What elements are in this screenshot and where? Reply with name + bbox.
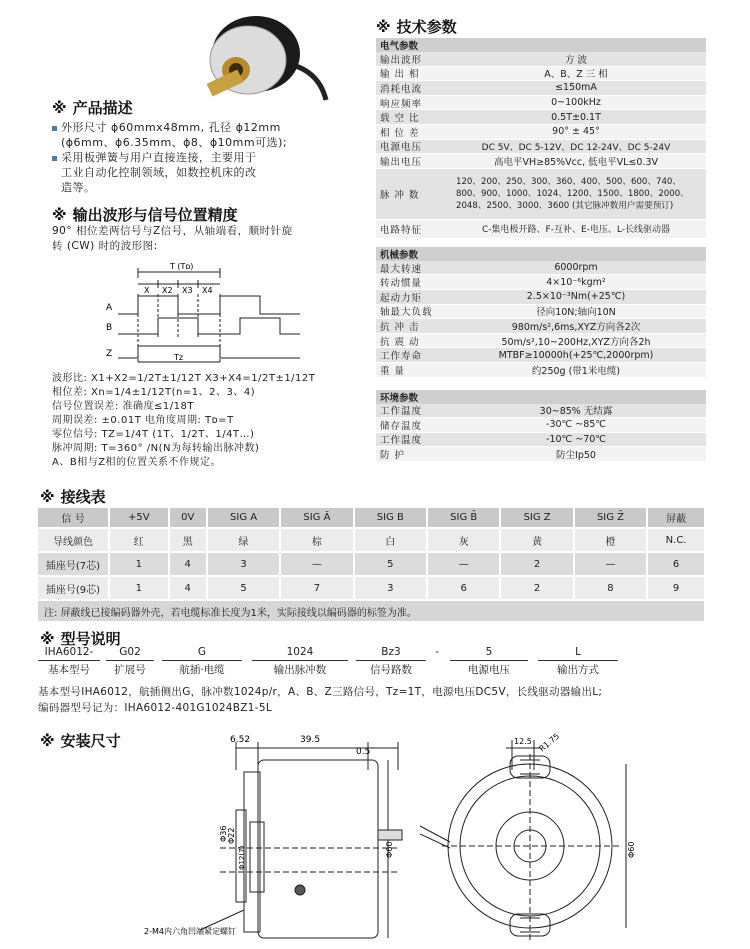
wave-label-a: A: [106, 303, 113, 313]
waveform-intro: 90° 相位差两信号与Z信号，从轴端看，顺时针旋 转 (CW) 时的波形图:: [52, 225, 293, 252]
table-row: 插座号(7芯) 1 4 3 — 5 — 2 — 6: [37, 552, 705, 576]
group-header-electrical: 电气参数: [376, 38, 706, 52]
spec-row: 最大转速 6000rpm: [376, 261, 706, 276]
bullet-icon: [52, 126, 57, 131]
model-part: G 航插·电缆: [162, 646, 242, 676]
spec-row: 消耗电流 ≤150mA: [376, 81, 706, 96]
bullet-icon: [52, 156, 57, 161]
spec-row-pulse: 脉 冲 数 120、200、250、300、360、400、500、600、740、 800、900、1000、1024、1200、1500、1800、2000、 2048、2500、3000、3600 (其它脉冲数用户需要预订): [376, 169, 706, 220]
dim-60b: Φ60: [627, 841, 636, 858]
spec-row: 输 出 相 A、B、Z 三 相: [376, 67, 706, 82]
dim-22: Φ22: [227, 827, 236, 844]
spec-row: 工作寿命 MTBF≥10000h(+25℃,2000rpm): [376, 348, 706, 363]
spec-row: 相 位 差 90° ± 45°: [376, 125, 706, 140]
dim-60: Φ60: [385, 841, 394, 858]
wave-label-tz: Tᴢ: [174, 353, 184, 362]
dim-125: 12.5: [514, 737, 532, 746]
side-view-drawing: [140, 730, 410, 945]
tech-section-title: ※ 技术参数: [376, 18, 457, 36]
table-header-row: 信 号 +5V 0V SIG A SIG Ā SIG B SIG B̄ SIG Z SIG Z̄ 屏蔽: [37, 507, 705, 528]
install-section-title: ※ 安装尺寸: [40, 732, 121, 750]
dim-395: 39.5: [300, 735, 321, 745]
spec-row: 载 空 比 0.5T±0.1T: [376, 110, 706, 125]
dim-652: 6.52: [230, 735, 251, 745]
spec-row: 轴最大负载 径向10N;轴向10N: [376, 305, 706, 320]
spec-row: 输出波形 方 波: [376, 52, 706, 67]
dim-36: Φ36: [219, 825, 228, 842]
dim-r175: R1.75: [537, 731, 562, 754]
wave-label-x1: X: [144, 286, 150, 295]
dim-05: 0.5: [356, 747, 371, 757]
product-section-title: ※ 产品描述: [52, 99, 133, 117]
table-row: 插座号(9芯) 1 4 5 7 3 6 2 8 9: [37, 576, 705, 600]
spec-row: 输出电压 高电平VH≥85%Vcc, 低电平VL≤0.3V: [376, 154, 706, 169]
spec-row: 防 护 防尘Ip50: [376, 447, 706, 462]
model-part: L 输出方式: [538, 646, 618, 676]
spec-row: 重 量 约250g (带1米电缆): [376, 363, 706, 378]
product-photo: [178, 8, 348, 108]
wave-label-b: B: [106, 323, 113, 333]
model-part: IHA6012- 基本型号: [38, 646, 100, 676]
wiring-section-title: ※ 接线表: [40, 488, 106, 506]
spec-row: 抗 冲 击 980m/s²,6ms,XYZ方向各2次: [376, 319, 706, 334]
model-part: 5 电源电压: [450, 646, 528, 676]
front-view-drawing: [420, 730, 640, 945]
dim-12: Φ12(7): [238, 845, 246, 870]
wave-label-t: T (Tᴅ): [170, 262, 194, 271]
spec-row: 抗 震 动 50m/s²,10~200Hz,XYZ方向各2h: [376, 334, 706, 349]
spec-row: 转动惯量 4×10⁻⁶kgm²: [376, 275, 706, 290]
wiring-table: [36, 506, 706, 623]
wave-label-x4: X4: [202, 286, 213, 295]
wave-label-z: Z: [106, 349, 113, 359]
tech-spec-table: [376, 38, 706, 462]
group-header-mechanical: 机械参数: [376, 247, 706, 261]
model-section-title: ※ 型号说明: [40, 630, 121, 648]
group-header-environment: 环境参数: [376, 390, 706, 404]
wave-label-x3: X3: [182, 286, 193, 295]
model-part-sep: -: [435, 646, 439, 658]
model-part: G02 扩展号: [106, 646, 154, 676]
spec-row: 电源电压 DC 5V、DC 5-12V、DC 12-24V、DC 5-24V: [376, 140, 706, 155]
table-note-row: 注: 屏蔽线已接编码器外壳，若电缆标准长度为1米，实际接线以编码器的标签为准。: [37, 600, 705, 622]
model-description: 基本型号IHA6012，航插侧出G，脉冲数1024p/r，A、B、Z三路信号，Tz=1T，电源电压DC5V，长线驱动器输出L; 编码器型号记为：IHA6012-401G1024BZ1-5L: [38, 686, 603, 714]
model-part: Bz3 信号路数: [356, 646, 426, 676]
spec-row: 工作温度 -10℃ ~70℃: [376, 433, 706, 448]
spec-row: 工作温度 30~85% 无结露: [376, 404, 706, 419]
spec-row: 响应频率 0~100kHz: [376, 96, 706, 111]
spec-row: 起动力矩 2.5×10⁻³Nm(+25℃): [376, 290, 706, 305]
wave-label-x2: X2: [162, 286, 173, 295]
waveform-specs: 波形比: X1+X2=1/2T±1/12T X3+X4=1/2T±1/12T 相位差: Xn=1/4±1/12T(n=1、2、3、4) 信号位置误差: 准确度≤1/18T 周期误差: ±0.01T 电角度周期: Tᴅ=T 零位信号: TZ=1/4T (1T、1/2T、1/4T…) 脉冲周期: T=360° /N(N为每转输出脉冲数) A、B相与Z相的位置关系不作规定。: [52, 373, 316, 468]
product-description: 外形尺寸 ϕ60mmx48mm, 孔径 ϕ12mm (ϕ6mm、ϕ6.35mm、ϕ8、ϕ10mm可选); 采用板弹簧与用户直接连接，主要用于 工业自动化控制领域，如数控机床的改 造等。: [52, 120, 287, 195]
model-part: 1024 输出脉冲数: [252, 646, 348, 676]
waveform-diagram: [100, 258, 360, 370]
waveform-section-title: ※ 输出波形与信号位置精度: [52, 206, 238, 224]
screw-label: 2-M4内六角凹端紧定螺钉: [144, 927, 236, 936]
spec-row-circuit: 电路特征 C-集电极开路、F-互补、E-电压、L-长线驱动器: [376, 220, 706, 239]
table-row: 导线颜色 红 黑 绿 棕 白 灰 黄 橙 N.C.: [37, 528, 705, 552]
spec-row: 储存温度 -30℃ ~85℃: [376, 418, 706, 433]
